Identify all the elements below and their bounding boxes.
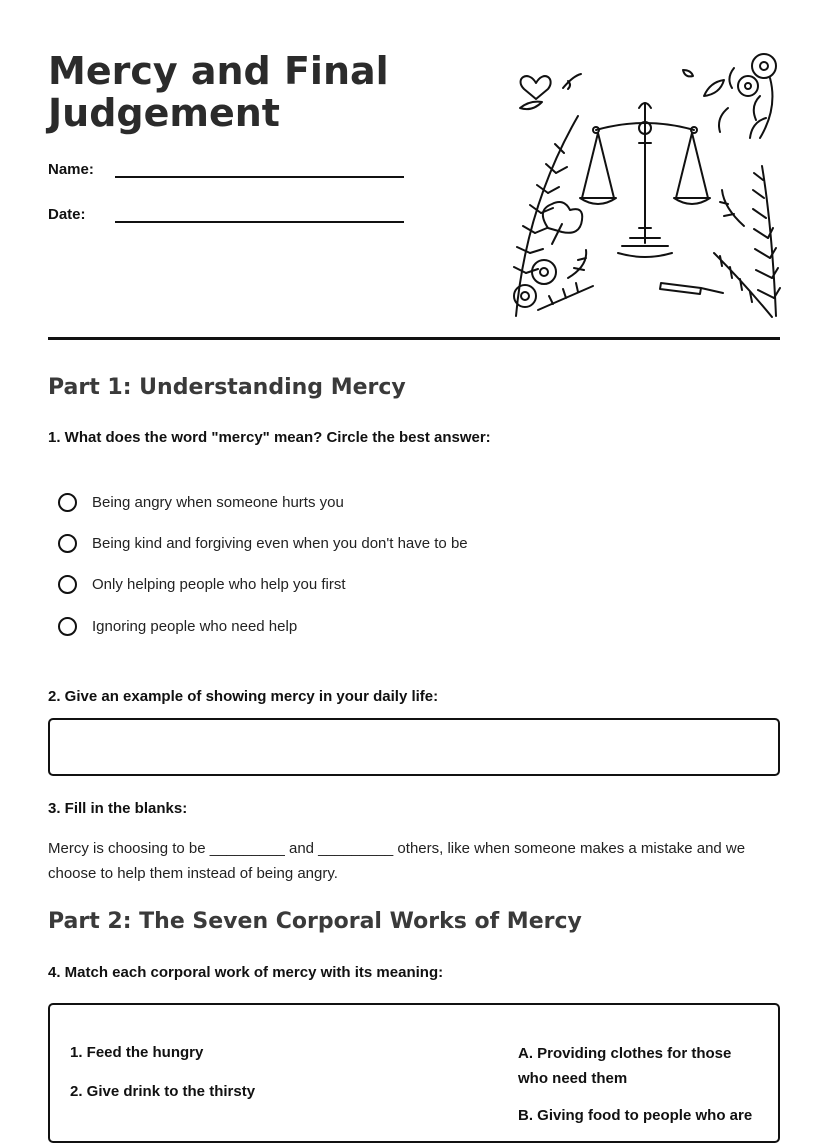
name-field-row <box>48 158 404 178</box>
meaning-item: B. Giving food to people who are <box>518 1107 753 1124</box>
name-label: Name: <box>48 161 94 178</box>
date-label: Date: <box>48 206 86 223</box>
option-label: Ignoring people who need help <box>92 618 298 635</box>
matching-box <box>48 1003 780 1143</box>
option-label: Being kind and forgiving even when you don't have to be <box>92 535 468 552</box>
work-item: 1. Feed the hungry <box>70 1044 204 1061</box>
part2-heading: Part 2: The Seven Corporal Works of Mercy <box>48 909 582 934</box>
radio-circle-icon[interactable] <box>58 575 77 594</box>
q3-fill-in-sentence: Mercy is choosing to be _________ and _________ others, like when someone makes a mistake and we choose to help them instead of being angry. <box>48 840 746 882</box>
part1-heading: Part 1: Understanding Mercy <box>48 375 406 400</box>
q2-answer-box[interactable] <box>48 718 780 776</box>
option-label: Only helping people who help you first <box>92 576 346 593</box>
q1-option-a[interactable] <box>58 493 344 512</box>
work-item: 2. Give drink to the thirsty <box>70 1083 256 1100</box>
option-label: Being angry when someone hurts you <box>92 494 344 511</box>
date-field[interactable] <box>115 203 404 223</box>
q1-option-c[interactable] <box>58 575 346 594</box>
question-3: 3. Fill in the blanks: <box>48 800 188 817</box>
question-4: 4. Match each corporal work of mercy with its meaning: <box>48 964 444 981</box>
q1-option-d[interactable] <box>58 617 297 636</box>
header-divider <box>48 337 780 340</box>
question-2: 2. Give an example of showing mercy in your daily life: <box>48 688 439 705</box>
radio-circle-icon[interactable] <box>58 534 77 553</box>
radio-circle-icon[interactable] <box>58 493 77 512</box>
question-1: 1. What does the word "mercy" mean? Circle the best answer: <box>48 429 491 446</box>
meaning-item: A. Providing clothes for those who need them <box>518 1045 732 1087</box>
page-title: Mercy and Final Judgement <box>48 49 389 135</box>
scales-of-justice-floral-icon <box>508 48 782 322</box>
radio-circle-icon[interactable] <box>58 617 77 636</box>
q1-option-b[interactable] <box>58 534 468 553</box>
date-field-row <box>48 203 404 223</box>
name-field[interactable] <box>115 158 404 178</box>
